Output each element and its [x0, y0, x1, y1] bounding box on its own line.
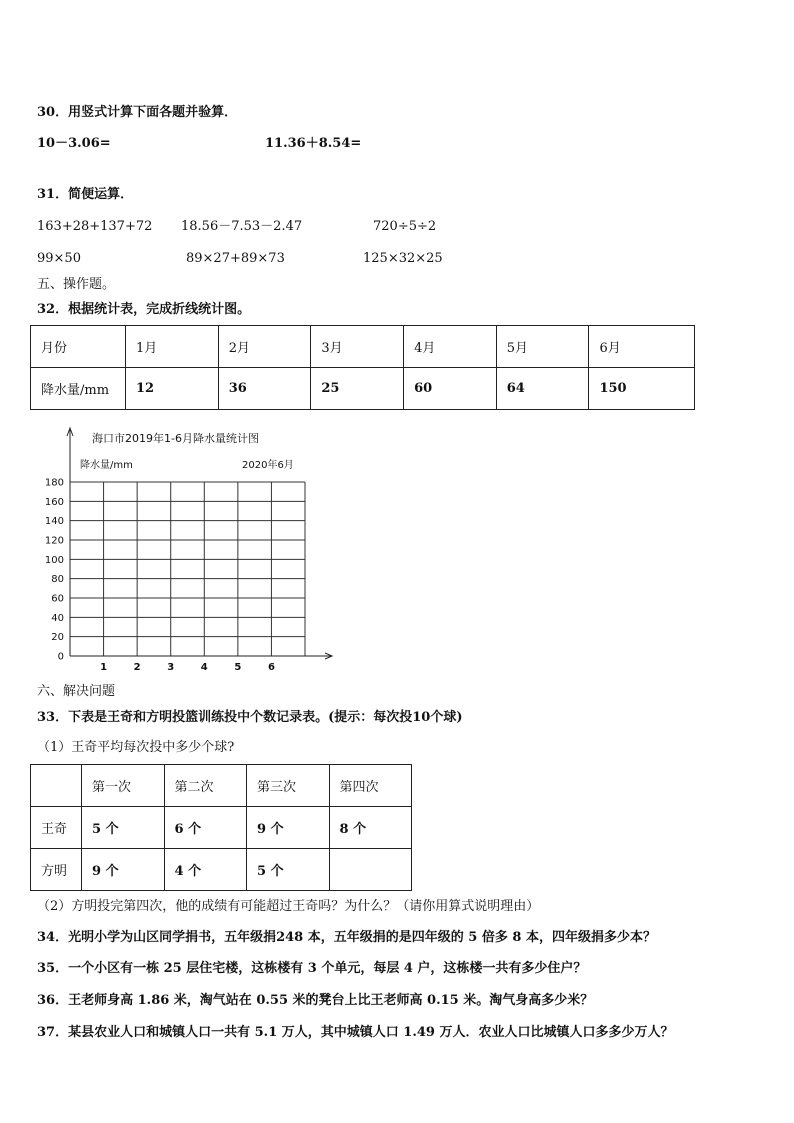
table-cell: 64 [496, 368, 589, 410]
table-cell: 6月 [589, 326, 695, 368]
table-cell: 25 [311, 368, 404, 410]
rainfall-table [30, 325, 695, 410]
table-cell: 6 个 [164, 807, 247, 849]
y-tick-label: 40 [51, 612, 64, 624]
x-tick-label: 4 [200, 662, 208, 673]
q37-text: 37．某县农业人口和城镇人口一共有 5.1 万人，其中城镇人口 1.49 万人．农业人口比城镇人口多多少万人？ [37, 1025, 674, 1040]
y-tick-label: 120 [44, 535, 64, 547]
section-6-heading: 六、解决问题 [37, 684, 116, 699]
table-cell: 5 个 [82, 807, 165, 849]
section-5-heading: 五、操作题。 [37, 277, 116, 292]
table-cell: 150 [589, 368, 695, 410]
q31-expr: 89×27+89×73 [186, 251, 285, 266]
q31-title: 31．简便运算． [37, 187, 134, 202]
shooting-table [30, 764, 412, 891]
table-cell: 2月 [218, 326, 311, 368]
table-cell: 3月 [311, 326, 404, 368]
x-tick-label: 6 [267, 662, 275, 673]
table-cell: 36 [218, 368, 311, 410]
q33-sub-2: （2）方明投完第四次，他的成绩有可能超过王奇吗？为什么？（请你用算式说明理由） [37, 899, 540, 914]
table-cell: 降水量/mm [31, 368, 126, 410]
q35-text: 35．一个小区有一栋 25 层住宅楼，这栋楼有 3 个单元，每层 4 户，这栋楼一共有多少住户？ [37, 961, 587, 976]
x-tick-label: 1 [100, 662, 108, 673]
y-tick-label: 160 [44, 496, 64, 508]
table-cell: 9 个 [82, 849, 165, 891]
rainfall-chart [34, 424, 344, 674]
table-row [31, 368, 695, 410]
y-tick-label: 80 [51, 574, 64, 586]
table-cell: 第四次 [329, 765, 412, 807]
q36-text: 36．王老师身高 1.86 米，淘气站在 0.55 米的凳台上比王老师高 0.15 米。淘气身高多少米？ [37, 993, 594, 1008]
table-row [31, 765, 412, 807]
table-cell [329, 849, 412, 891]
y-tick-label: 140 [44, 516, 64, 528]
table-cell: 第三次 [247, 765, 330, 807]
chart-svg [34, 424, 344, 674]
chart-title: 海口市2019年1-6月降水量统计图 [92, 432, 259, 445]
table-cell: 方明 [31, 849, 82, 891]
q31-expr: 18.56－7.53－2.47 [181, 219, 303, 234]
y-tick-label: 20 [51, 632, 64, 644]
table-cell: 9 个 [247, 807, 330, 849]
table-cell: 12 [126, 368, 219, 410]
table-cell [31, 765, 82, 807]
q34-text: 34．光明小学为山区同学捐书，五年级捐248 本，五年级捐的是四年级的 5 倍多 8 本，四年级捐多少本？ [37, 930, 656, 945]
table-row [31, 326, 695, 368]
chart-y-label: 降水量/mm [80, 460, 133, 471]
q32-title: 32．根据统计表，完成折线统计图。 [37, 302, 251, 317]
x-tick-label: 2 [133, 662, 141, 673]
q33-sub-1: （1）王奇平均每次投中多少个球? [37, 740, 235, 755]
table-row [31, 849, 412, 891]
table-cell: 王奇 [31, 807, 82, 849]
table-cell: 4月 [404, 326, 497, 368]
x-tick-label: 3 [167, 662, 175, 673]
table-cell: 5 个 [247, 849, 330, 891]
x-tick-label: 5 [234, 662, 242, 673]
q30-title: 30．用竖式计算下面各题并验算． [37, 105, 238, 120]
table-cell: 1月 [126, 326, 219, 368]
table-cell: 第二次 [164, 765, 247, 807]
q31-expr: 720÷5÷2 [373, 219, 437, 234]
table-cell: 月份 [31, 326, 126, 368]
table-cell: 60 [404, 368, 497, 410]
q30-expr-2: 11.36＋8.54= [265, 136, 362, 151]
table-cell: 第一次 [82, 765, 165, 807]
y-tick-label: 100 [44, 554, 64, 566]
table-cell: 5月 [496, 326, 589, 368]
q31-expr: 99×50 [37, 251, 81, 266]
table-row [31, 807, 412, 849]
table-cell: 4 个 [164, 849, 247, 891]
q33-title: 33．下表是王奇和方明投篮训练投中个数记录表。(提示：每次投10个球) [37, 710, 463, 725]
q31-expr: 125×32×25 [363, 251, 443, 266]
y-tick-label: 60 [51, 593, 64, 605]
y-tick-label: 0 [57, 651, 64, 663]
q30-expr-1: 10－3.06= [37, 136, 111, 151]
q31-expr: 163+28+137+72 [37, 219, 153, 234]
y-tick-label: 180 [44, 477, 64, 489]
table-cell: 8 个 [329, 807, 412, 849]
chart-date-note: 2020年6月 [242, 460, 294, 471]
